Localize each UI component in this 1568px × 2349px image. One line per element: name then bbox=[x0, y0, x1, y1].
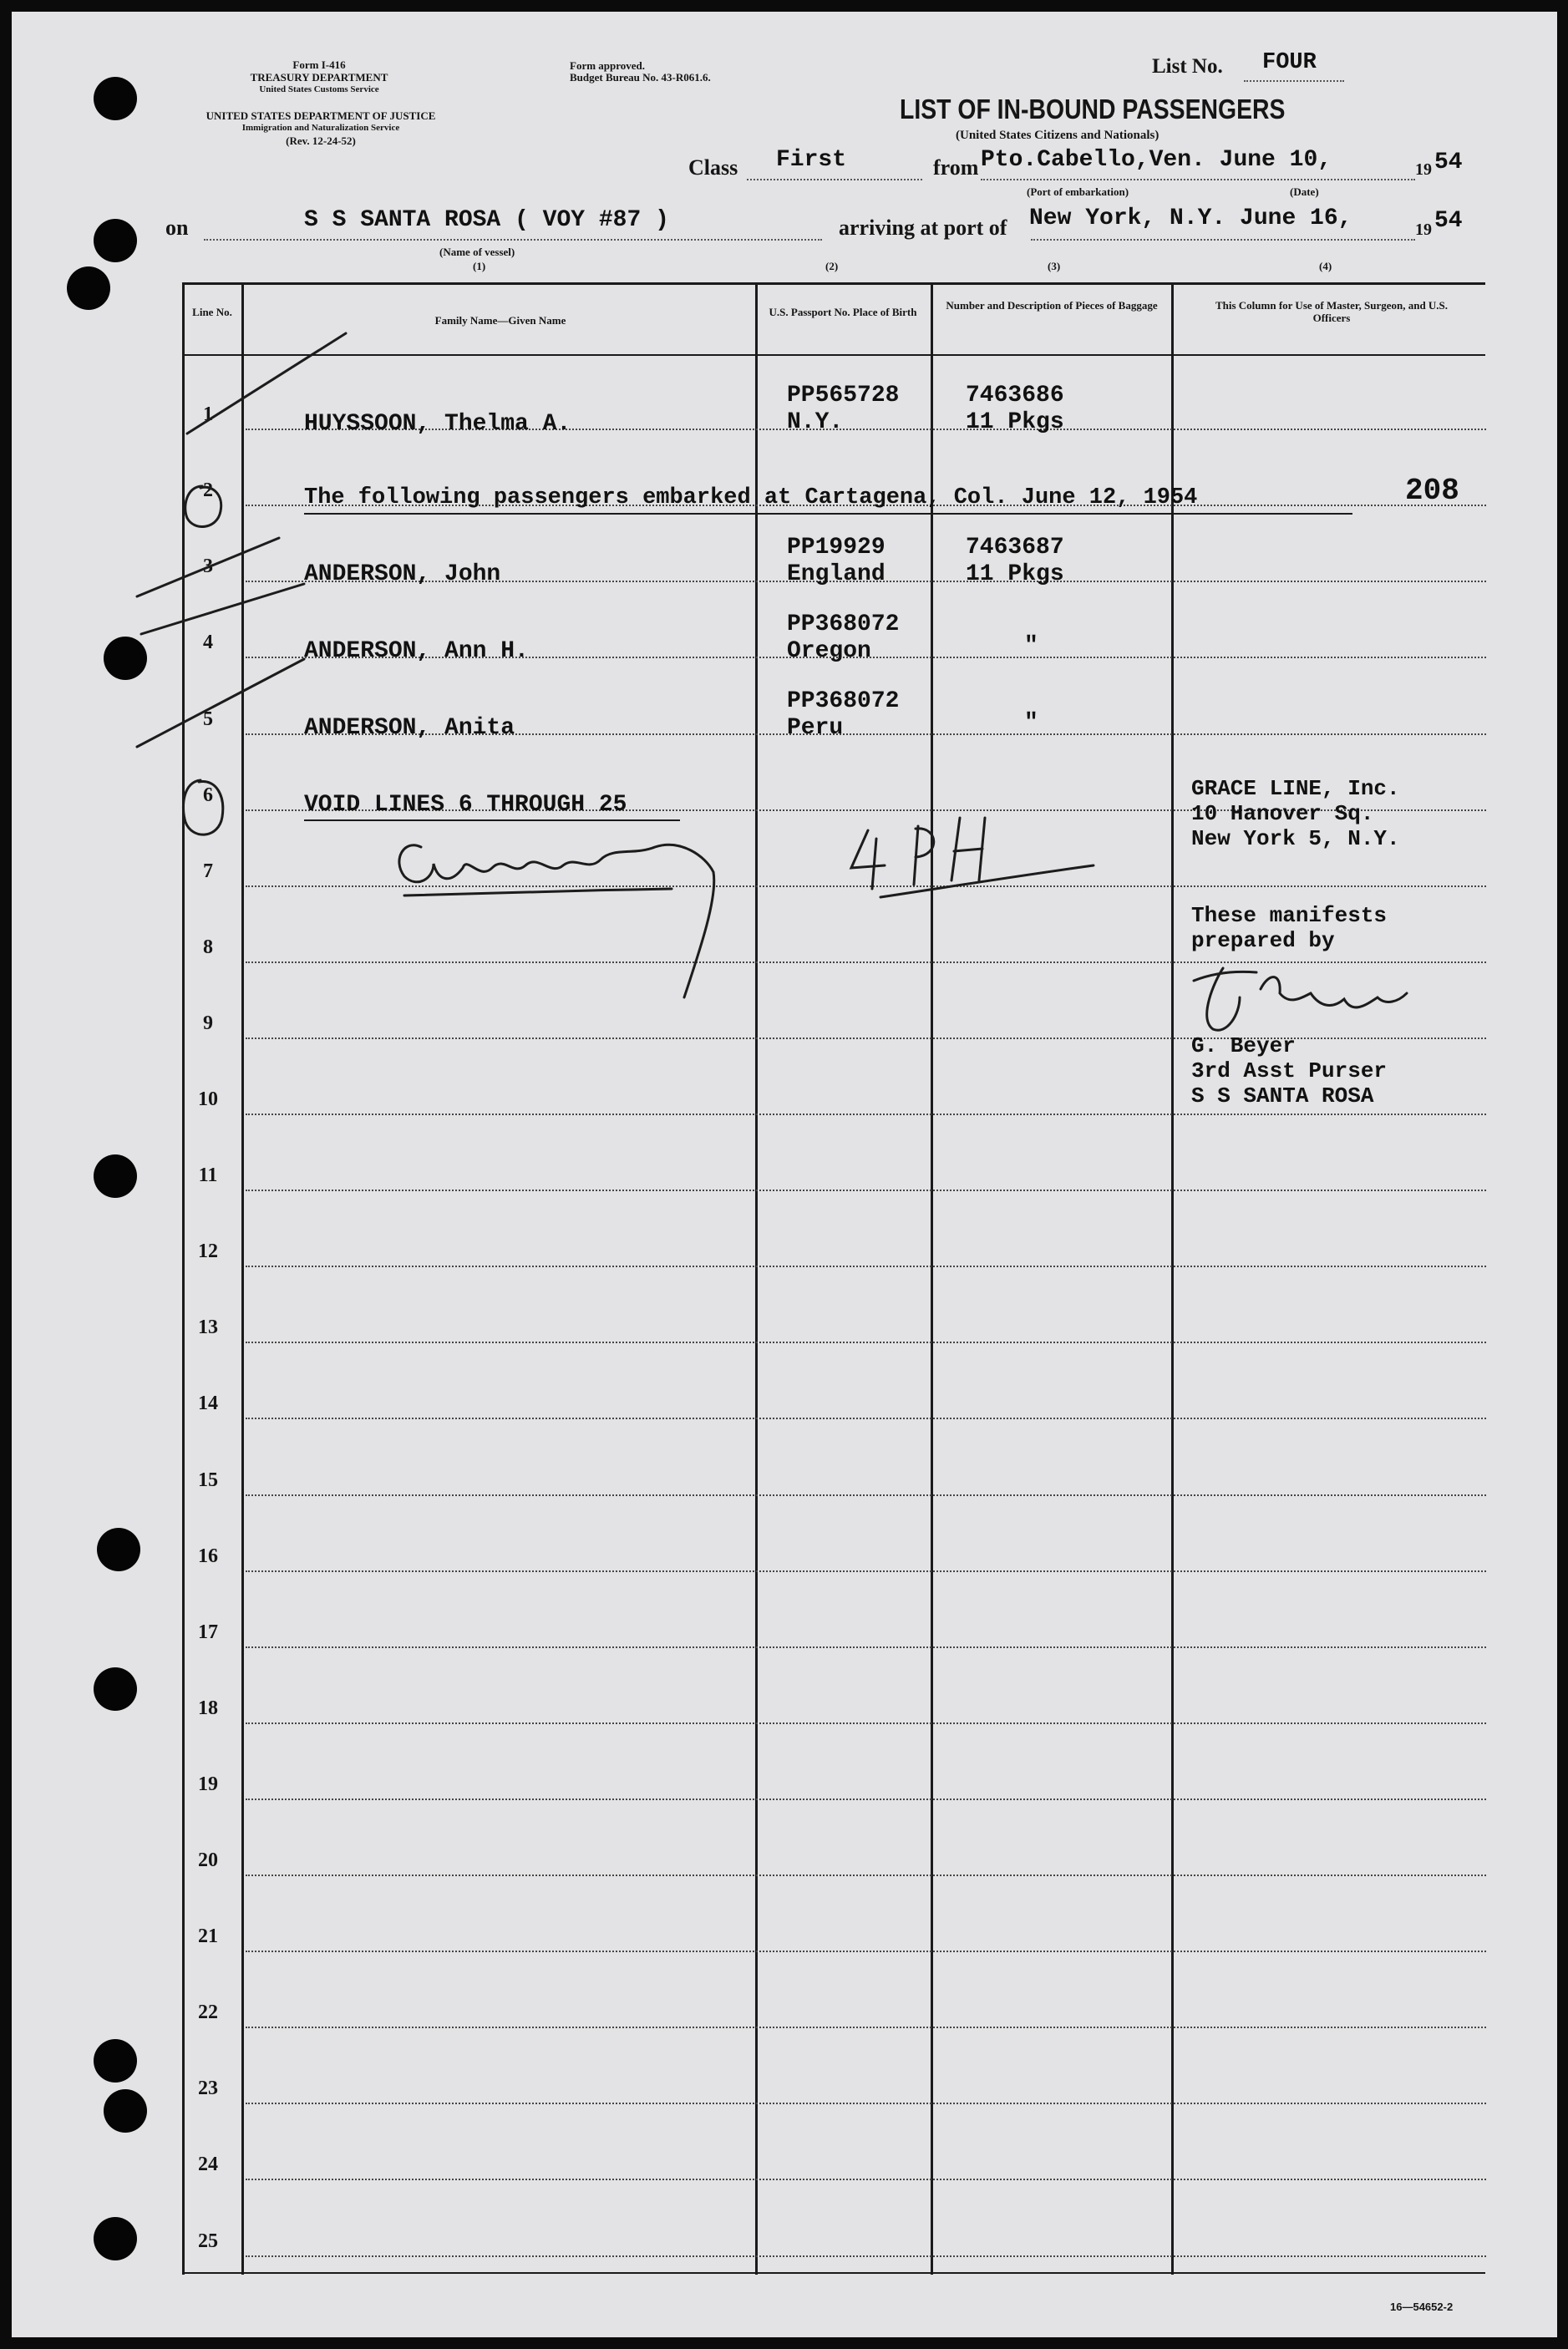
page-title: LIST OF IN-BOUND PASSENGERS bbox=[900, 94, 1286, 124]
row-3-name: ANDERSON, John bbox=[304, 561, 501, 587]
line-number: 4 bbox=[203, 632, 213, 654]
date-caption: (Date) bbox=[1290, 185, 1319, 198]
officer-company-1: GRACE LINE, Inc. bbox=[1191, 776, 1400, 801]
line-number: 1 bbox=[203, 403, 213, 426]
row-3-bag-desc: 11 Pkgs bbox=[966, 561, 1064, 587]
line-number: 12 bbox=[198, 1240, 218, 1263]
row-4-passport: PP368072 bbox=[787, 611, 900, 637]
line-number: 5 bbox=[203, 708, 213, 730]
list-no-value: FOUR bbox=[1262, 50, 1317, 75]
list-no-label: List No. bbox=[1152, 55, 1223, 78]
officer-prepared-1: These manifests bbox=[1191, 903, 1388, 928]
manifest-sheet bbox=[12, 12, 1557, 2337]
col-marker-4: (4) bbox=[1319, 260, 1332, 272]
vessel-value: S S SANTA ROSA ( VOY #87 ) bbox=[304, 207, 669, 233]
class-label: Class bbox=[688, 155, 738, 180]
row-3-birth: England bbox=[787, 561, 885, 587]
signature-underline bbox=[404, 889, 672, 895]
form-approved: Form approved. bbox=[570, 59, 646, 72]
row-5-name: ANDERSON, Anita bbox=[304, 715, 515, 741]
check-mark-3 bbox=[141, 584, 304, 634]
line-number: 25 bbox=[198, 2230, 218, 2252]
initials-4 bbox=[851, 830, 885, 889]
line-number: 18 bbox=[198, 1697, 218, 1719]
row-2-note: The following passengers embarked at Cartagena, Col. June 12, 1954 bbox=[304, 485, 1198, 510]
line-number: 19 bbox=[198, 1773, 218, 1795]
line-number: 8 bbox=[203, 936, 213, 958]
from-year-suffix: 54 bbox=[1434, 150, 1463, 175]
line-number: 7 bbox=[203, 860, 213, 882]
row-4-name: ANDERSON, Ann H. bbox=[304, 638, 529, 664]
line-number: 24 bbox=[198, 2154, 218, 2176]
row-5-birth: Peru bbox=[787, 715, 844, 741]
arrival-value: New York, N.Y. June 16, bbox=[1029, 205, 1352, 231]
row-6-void-note: VOID LINES 6 THROUGH 25 bbox=[304, 792, 627, 818]
beyer-signature bbox=[1194, 968, 1407, 1030]
officer-signer-3: S S SANTA ROSA bbox=[1191, 1083, 1374, 1109]
row-5-ditto: " bbox=[1024, 710, 1038, 736]
col-marker-2: (2) bbox=[825, 260, 839, 272]
arriving-label: arriving at port of bbox=[839, 216, 1007, 240]
initials-underline bbox=[880, 865, 1094, 897]
revision: (Rev. 12-24-52) bbox=[286, 134, 356, 147]
line-number: 2 bbox=[203, 479, 213, 502]
arrival-year-prefix: 19 bbox=[1415, 221, 1432, 239]
row-2-side-number: 208 bbox=[1405, 474, 1459, 508]
line-number: 20 bbox=[198, 1849, 218, 1871]
budget-bureau: Budget Bureau No. 43-R061.6. bbox=[570, 71, 711, 84]
arrival-year-suffix: 54 bbox=[1434, 208, 1463, 234]
circle-row-2 bbox=[185, 486, 221, 526]
justice-dept: UNITED STATES DEPARTMENT OF JUSTICE bbox=[206, 109, 436, 122]
officer-company-3: New York 5, N.Y. bbox=[1191, 826, 1400, 851]
initials-h bbox=[951, 818, 985, 880]
line-number: 9 bbox=[203, 1012, 213, 1034]
line-number: 16 bbox=[198, 1545, 218, 1567]
row-1-passport: PP565728 bbox=[787, 383, 900, 408]
row-1-bag-desc: 11 Pkgs bbox=[966, 409, 1064, 435]
line-number: 21 bbox=[198, 1925, 218, 1948]
line-number: 10 bbox=[198, 1088, 218, 1110]
row-4-ditto: " bbox=[1024, 633, 1038, 659]
row-3-passport: PP19929 bbox=[787, 535, 885, 561]
check-mark-4 bbox=[137, 659, 304, 747]
header-line-no: Line No. bbox=[192, 306, 232, 318]
ins-service: Immigration and Naturalization Service bbox=[241, 123, 400, 133]
officer-company-2: 10 Hanover Sq. bbox=[1191, 801, 1374, 826]
row-1-bag-no: 7463686 bbox=[966, 383, 1064, 408]
from-value: Pto.Cabello,Ven. June 10, bbox=[981, 147, 1332, 173]
line-number: 17 bbox=[198, 1621, 218, 1643]
officer-signer-2: 3rd Asst Purser bbox=[1191, 1058, 1388, 1083]
footer-code: 16—54652-2 bbox=[1390, 2301, 1454, 2313]
line-number: 3 bbox=[203, 556, 213, 578]
on-label: on bbox=[165, 216, 189, 240]
row-1-birth: N.Y. bbox=[787, 409, 844, 435]
from-label: from bbox=[933, 155, 979, 180]
col-marker-3: (3) bbox=[1048, 260, 1061, 272]
signature-scribble bbox=[399, 845, 714, 997]
check-mark-1 bbox=[187, 333, 346, 434]
officer-signer-1: G. Beyer bbox=[1191, 1033, 1296, 1058]
header-baggage: Number and Description of Pieces of Baggage bbox=[946, 299, 1158, 312]
page-subtitle: (United States Citizens and Nationals) bbox=[956, 129, 1160, 142]
row-5-passport: PP368072 bbox=[787, 688, 900, 714]
line-number: 6 bbox=[203, 784, 213, 806]
col-marker-1: (1) bbox=[473, 260, 486, 272]
row-3-bag-no: 7463687 bbox=[966, 535, 1064, 561]
row-4-birth: Oregon bbox=[787, 638, 871, 664]
header-name: Family Name—Given Name bbox=[434, 314, 566, 327]
header-passport: U.S. Passport No. Place of Birth bbox=[769, 306, 917, 318]
class-value: First bbox=[776, 147, 847, 173]
port-caption: (Port of embarkation) bbox=[1027, 185, 1129, 198]
handwriting-overlay bbox=[12, 12, 1557, 2337]
line-number: 15 bbox=[198, 1469, 218, 1491]
customs-service: United States Customs Service bbox=[259, 84, 379, 94]
line-number: 11 bbox=[198, 1164, 218, 1187]
circle-row-6 bbox=[183, 780, 222, 835]
row-1-name: HUYSSOON, Thelma A. bbox=[304, 411, 571, 437]
line-number: 23 bbox=[198, 2078, 218, 2100]
initials-p bbox=[914, 826, 934, 885]
vessel-caption: (Name of vessel) bbox=[439, 246, 515, 258]
line-number: 13 bbox=[198, 1317, 218, 1339]
check-mark-2 bbox=[137, 538, 279, 596]
from-year-prefix: 19 bbox=[1415, 160, 1432, 179]
form-number: Form I-416 bbox=[292, 58, 346, 71]
line-number: 14 bbox=[198, 1393, 218, 1415]
treasury-dept: TREASURY DEPARTMENT bbox=[250, 71, 388, 84]
line-number: 22 bbox=[198, 2001, 218, 2024]
officer-prepared-2: prepared by bbox=[1191, 928, 1335, 953]
header-officers: This Column for Use of Master, Surgeon, and U.S. Officers bbox=[1215, 299, 1449, 324]
